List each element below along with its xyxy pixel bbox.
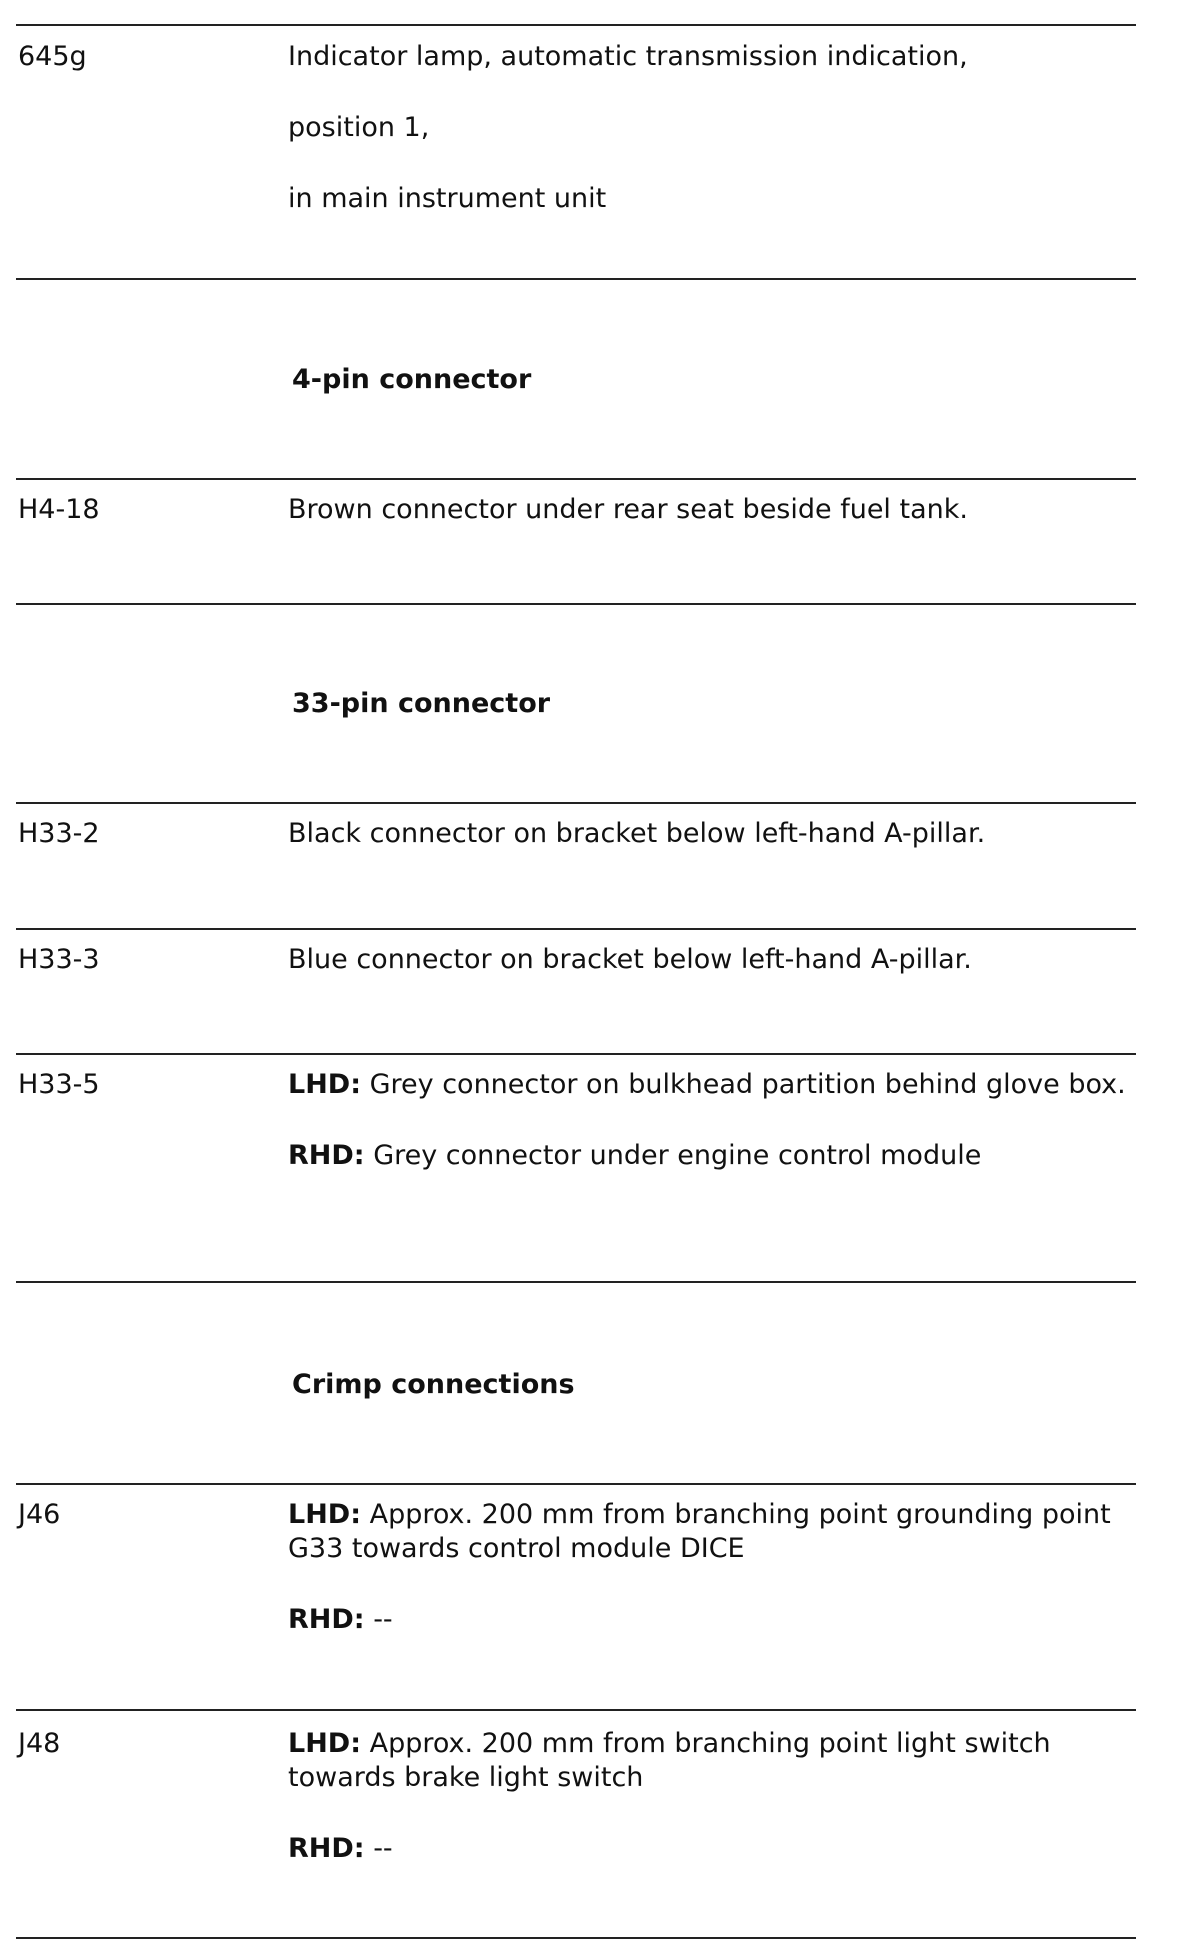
lhd-label: LHD: xyxy=(288,1069,362,1100)
lhd-text: Approx. 200 mm from branching point grounding point G33 towards control module DICE xyxy=(288,1499,1111,1564)
lhd-label: LHD: xyxy=(288,1499,362,1530)
divider xyxy=(16,478,1136,480)
description-line: Black connector on bracket below left-hand A-pillar. xyxy=(288,818,986,849)
entry-description xyxy=(288,1727,1128,1866)
rhd-description xyxy=(288,1832,1128,1866)
entry-description xyxy=(288,1498,1128,1637)
entry-description xyxy=(288,817,1128,851)
divider xyxy=(16,278,1136,280)
description-line: Blue connector on bracket below left-hand A-pillar. xyxy=(288,944,972,975)
lhd-description xyxy=(288,1727,1128,1795)
divider xyxy=(16,1709,1136,1711)
divider xyxy=(16,24,1136,26)
lhd-description xyxy=(288,1498,1128,1566)
divider xyxy=(16,1053,1136,1055)
divider xyxy=(16,928,1136,930)
entry-description xyxy=(288,943,1128,977)
lhd-text: Grey connector on bulkhead partition behind glove box. xyxy=(361,1069,1126,1100)
section-heading: 33-pin connector xyxy=(292,688,551,719)
description-line: Brown connector under rear seat beside fuel tank. xyxy=(288,494,968,525)
section-heading: 4-pin connector xyxy=(292,364,532,395)
divider xyxy=(16,1937,1136,1939)
entry-description xyxy=(288,40,1128,216)
entry-code: 645g xyxy=(18,41,87,72)
rhd-label: RHD: xyxy=(288,1140,365,1171)
entry-code: H33-3 xyxy=(18,944,100,975)
entry-description xyxy=(288,493,1128,527)
rhd-label: RHD: xyxy=(288,1833,365,1864)
rhd-description xyxy=(288,1139,1128,1173)
rhd-text: -- xyxy=(364,1833,393,1864)
divider xyxy=(16,802,1136,804)
entry-code: J46 xyxy=(18,1499,61,1530)
lhd-label: LHD: xyxy=(288,1728,362,1759)
divider xyxy=(16,1281,1136,1283)
description-line: position 1, xyxy=(288,112,430,143)
entry-code: H33-2 xyxy=(18,818,100,849)
divider xyxy=(16,1483,1136,1485)
entry-code: H33-5 xyxy=(18,1069,100,1100)
description-line: in main instrument unit xyxy=(288,183,607,214)
entry-code: J48 xyxy=(18,1728,61,1759)
entry-description xyxy=(288,1068,1128,1173)
section-heading: Crimp connections xyxy=(292,1369,575,1400)
lhd-text: Approx. 200 mm from branching point light switch towards brake light switch xyxy=(288,1728,1051,1793)
rhd-text: -- xyxy=(364,1604,393,1635)
description-line: Indicator lamp, automatic transmission indication, xyxy=(288,41,968,72)
rhd-description xyxy=(288,1603,1128,1637)
rhd-label: RHD: xyxy=(288,1604,365,1635)
divider xyxy=(16,603,1136,605)
lhd-description xyxy=(288,1068,1128,1102)
rhd-text: Grey connector under engine control module xyxy=(364,1140,982,1171)
entry-code: H4-18 xyxy=(18,494,100,525)
